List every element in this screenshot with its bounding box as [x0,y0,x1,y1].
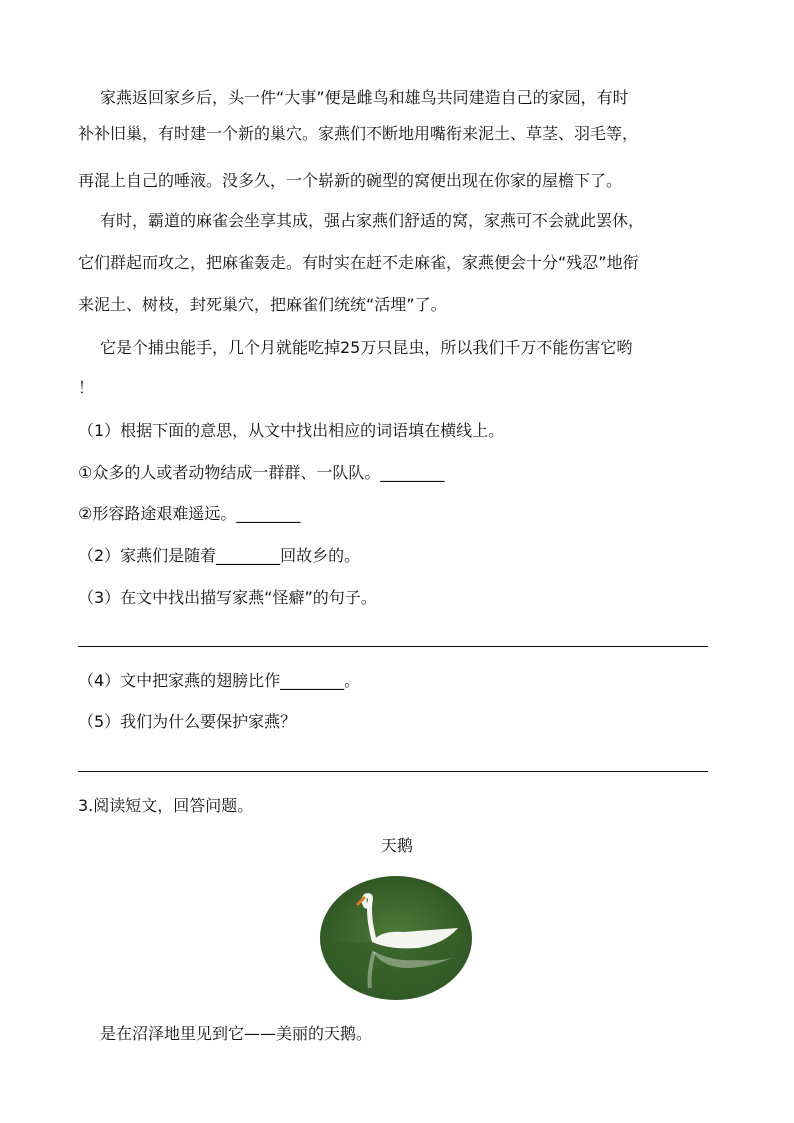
passage-line: 再混上自己的唾液。没多久，一个崭新的碗型的窝便出现在你家的屋檐下了。 [78,171,623,190]
passage-line: ！ [78,378,95,397]
question-5: （5）我们为什么要保护家燕？ [78,712,297,731]
section-heading: 3.阅读短文，回答问题。 [78,796,254,815]
question-2: （2）家燕们是随着________回故乡的。 [78,546,361,565]
article-title: 天鹅 [380,836,413,855]
passage-line: 有时，霸道的麻雀会坐享其成，强占家燕们舒适的窝，家燕可不会就此罢休， [100,211,645,230]
question-3: （3）在文中找出描写家燕“怪癖”的句子。 [78,588,377,607]
passage-line: 它们群起而攻之，把麻雀轰走。有时实在赶不走麻雀，家燕便会十分“残忍”地衔 [78,253,639,272]
article-first-line: 是在沼泽地里见到它——美丽的天鹅。 [100,1024,373,1043]
answer-line [78,771,708,772]
question-1a: ①众多的人或者动物结成一群群、一队队。________ [78,463,445,482]
question-1: （1）根据下面的意思，从文中找出相应的词语填在横线上。 [78,421,505,440]
answer-line [78,646,708,647]
passage-line: 家燕返回家乡后，头一件“大事”便是雌鸟和雄鸟共同建造自己的家园，有时 [100,88,629,107]
passage-line: 它是个捕虫能手，几个月就能吃掉25万只昆虫，所以我们千万不能伤害它哟 [100,338,633,357]
passage-line: 来泥土、树枝，封死巢穴，把麻雀们统统“活埋”了。 [78,295,447,314]
passage-line: 补补旧巢，有时建一个新的巢穴。家燕们不断地用嘴衔来泥土、草茎、羽毛等， [78,124,639,143]
swan-icon [320,876,472,1000]
question-1b: ②形容路途艰难遥远。________ [78,504,301,523]
question-4: （4）文中把家燕的翅膀比作________。 [78,671,361,690]
swan-photo [320,876,472,1000]
